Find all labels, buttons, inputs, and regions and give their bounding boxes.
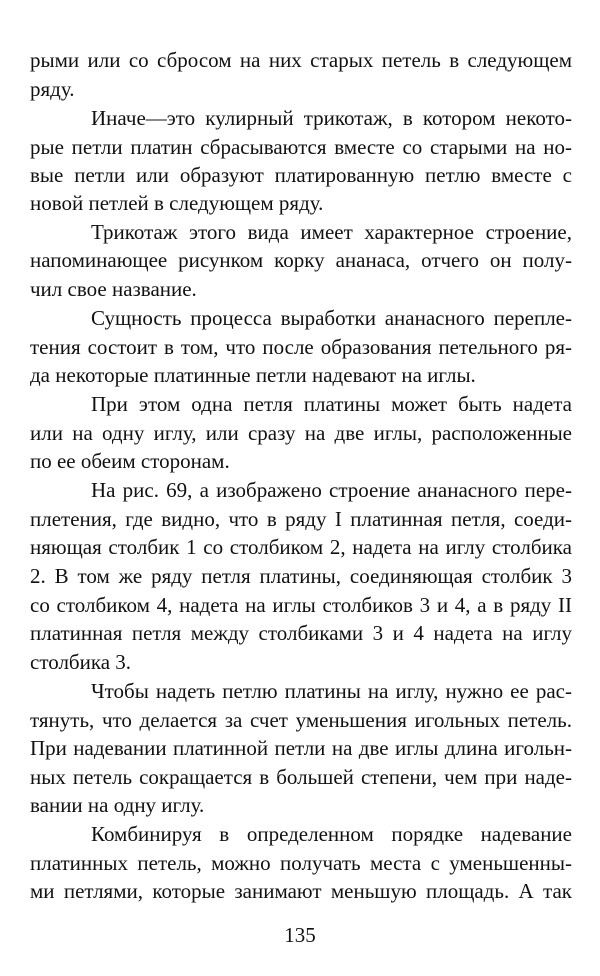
text-line: При этом одна петля платины может быть надета: [91, 392, 572, 416]
text-line: или на одну иглу, или сразу на две иглы, расположенные: [30, 421, 572, 445]
text-line: Чтобы надеть петлю платины на иглу, нужно ее рас-: [91, 679, 572, 703]
text-line: платинных петель, можно получать места с уменьшенны-: [30, 851, 572, 875]
text-line: На рис. 69, а изображено строение ананасного пере-: [91, 478, 572, 502]
text-line: напоминающее рисунком корку ананаса, отчего он полу-: [30, 248, 572, 272]
text-line: Комбинируя в определенном порядке надевание: [91, 822, 572, 846]
text-line: по ее обеим сторонам.: [30, 449, 230, 473]
text-line: вые петли или образуют платированную петлю вместе с: [30, 163, 572, 187]
text-line: тянуть, что делается за счет уменьшения игольных петель.: [30, 708, 572, 732]
text-line: Трикотаж этого вида имеет характерное строение,: [91, 220, 572, 244]
text-line: ных петель сокращается в большей степени, чем при наде-: [30, 765, 572, 789]
text-line: ми петлями, которые занимают меньшую площадь. А так: [30, 879, 572, 903]
text-line: 2. В том же ряду петля платины, соединяющая столбик 3: [30, 564, 572, 588]
text-line: вании на одну иглу.: [30, 793, 205, 817]
text-line: новой петлей в следующем ряду.: [30, 191, 324, 215]
text-line: рыми или со сбросом на них старых петель в следующем: [30, 48, 572, 72]
text-line: ряду.: [30, 77, 75, 101]
text-line: плетения, где видно, что в ряду I платинная петля, соеди-: [30, 507, 572, 531]
text-line: Сущность процесса выработки ананасного перепле-: [91, 306, 572, 330]
text-line: столбика 3.: [30, 650, 132, 674]
text-line: При надевании платинной петли на две иглы длина игольн-: [30, 736, 572, 760]
text-line: чил свое название.: [30, 277, 197, 301]
text-line: тения состоит в том, что после образования петельного ря-: [30, 335, 572, 359]
text-line: рые петли платин сбрасываются вместе со старыми на но-: [30, 135, 572, 159]
text-line: платинная петля между столбиками 3 и 4 надета на иглу: [30, 621, 572, 645]
text-line: няющая столбик 1 со столбиком 2, надета на иглу столбика: [30, 535, 572, 559]
text-line: со столбиком 4, надета на иглы столбиков 3 и 4, а в ряду II: [30, 593, 572, 617]
page-number: 135: [284, 923, 316, 947]
text-line: Иначе—это кулирный трикотаж, в котором некото-: [91, 106, 572, 130]
text-line: да некоторые платинные петли надевают на иглы.: [30, 363, 476, 387]
